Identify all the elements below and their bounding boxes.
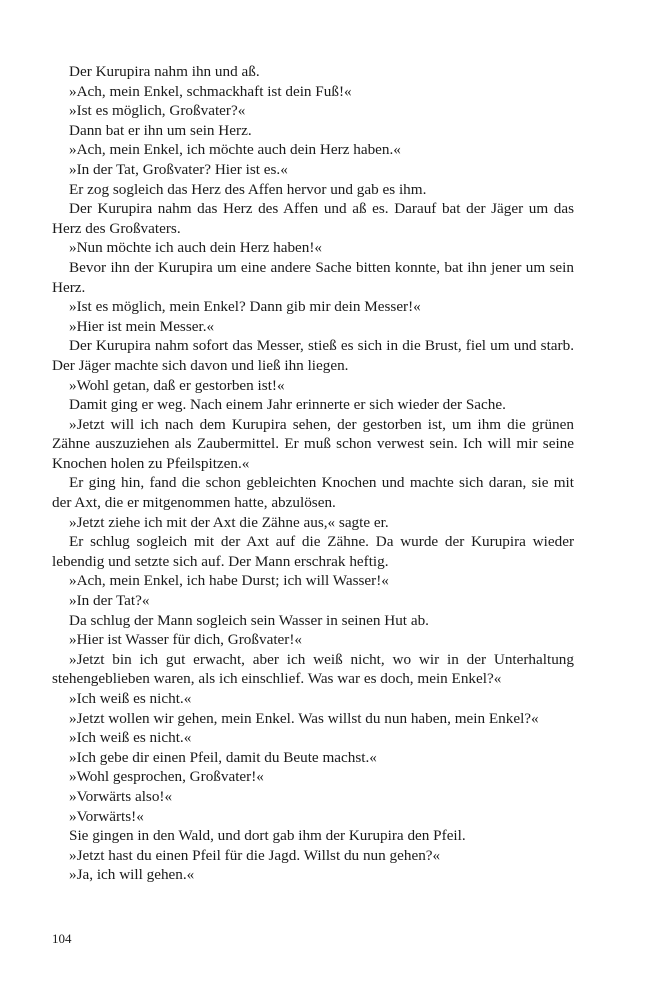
paragraph: Er ging hin, fand die schon gebleichten Knochen und machte sich daran, sie mit der Axt, die er mitgenommen hatte, abzulösen. [52, 474, 574, 512]
paragraph: »Ist es möglich, mein Enkel? Dann gib mir dein Messer!« [69, 298, 421, 316]
body-text [52, 62, 574, 885]
paragraph: Der Kurupira nahm sofort das Messer, stieß es sich in die Brust, fiel um und starb. Der Jäger machte sich davon und ließ ihn liegen. [52, 337, 574, 374]
paragraph: Der Kurupira nahm das Herz des Affen und aß es. Darauf bat der Jäger um das Herz des Großvaters. [52, 200, 574, 237]
paragraph: »Ich weiß es nicht.« [69, 690, 192, 707]
paragraph: Da schlug der Mann sogleich sein Wasser in seinen Hut ab. [69, 611, 429, 629]
paragraph: »In der Tat, Großvater? Hier ist es.« [69, 160, 288, 178]
paragraph: »Ich gebe dir einen Pfeil, damit du Beute machst.« [69, 748, 377, 766]
paragraph: »Ach, mein Enkel, ich habe Durst; ich will Wasser!« [69, 572, 389, 590]
paragraph: »Jetzt will ich nach dem Kurupira sehen, der gestorben ist, um ihm die grünen Zähne auszuziehen als Zaubermittel. Er muß schon verwest sein. Ich will mir seine Knochen holen zu Pfeilspitzen.« [52, 415, 574, 472]
paragraph: »Ich weiß es nicht.« [69, 729, 192, 747]
paragraph: »Wohl getan, daß er gestorben ist!« [69, 376, 285, 394]
paragraph: »Jetzt bin ich gut erwacht, aber ich weiß nicht, wo wir in der Unterhaltung stehengeblieben waren, als ich einschlief. Was war es doch, mein Enkel?« [52, 650, 574, 688]
paragraph: »In der Tat?« [69, 592, 150, 610]
paragraph: »Jetzt wollen wir gehen, mein Enkel. Was willst du nun haben, mein Enkel?« [69, 709, 539, 727]
paragraph: »Vorwärts!« [69, 807, 144, 825]
paragraph: Er schlug sogleich mit der Axt auf die Zähne. Da wurde der Kurupira wieder lebendig und setzte sich auf. Der Mann erschrak heftig. [52, 533, 574, 570]
paragraph: »Ist es möglich, Großvater?« [69, 102, 246, 120]
paragraph: »Nun möchte ich auch dein Herz haben!« [69, 239, 323, 257]
paragraph: Dann bat er ihn um sein Herz. [69, 121, 252, 139]
paragraph: Damit ging er weg. Nach einem Jahr erinnerte er sich wieder der Sache. [69, 396, 506, 414]
paragraph: »Hier ist mein Messer.« [69, 317, 215, 335]
paragraph: »Ach, mein Enkel, schmackhaft ist dein Fuß!« [69, 82, 352, 100]
paragraph: »Jetzt ziehe ich mit der Axt die Zähne aus,« sagte er. [69, 513, 389, 531]
paragraph: Der Kurupira nahm ihn und aß. [69, 63, 260, 80]
paragraph: »Hier ist Wasser für dich, Großvater!« [69, 631, 302, 649]
paragraph: Er zog sogleich das Herz des Affen hervor und gab es ihm. [69, 180, 427, 198]
paragraph: »Wohl gesprochen, Großvater!« [69, 768, 264, 786]
page-number: 104 [52, 931, 72, 946]
paragraph: Bevor ihn der Kurupira um eine andere Sache bitten konnte, bat ihn jener um sein Herz. [52, 258, 574, 296]
paragraph: »Ja, ich will gehen.« [69, 866, 195, 884]
paragraph: »Jetzt hast du einen Pfeil für die Jagd. Willst du nun gehen?« [69, 846, 441, 864]
paragraph: »Ach, mein Enkel, ich möchte auch dein Herz haben.« [69, 141, 401, 159]
paragraph: Sie gingen in den Wald, und dort gab ihm der Kurupira den Pfeil. [69, 827, 466, 845]
paragraph: »Vorwärts also!« [69, 787, 173, 805]
